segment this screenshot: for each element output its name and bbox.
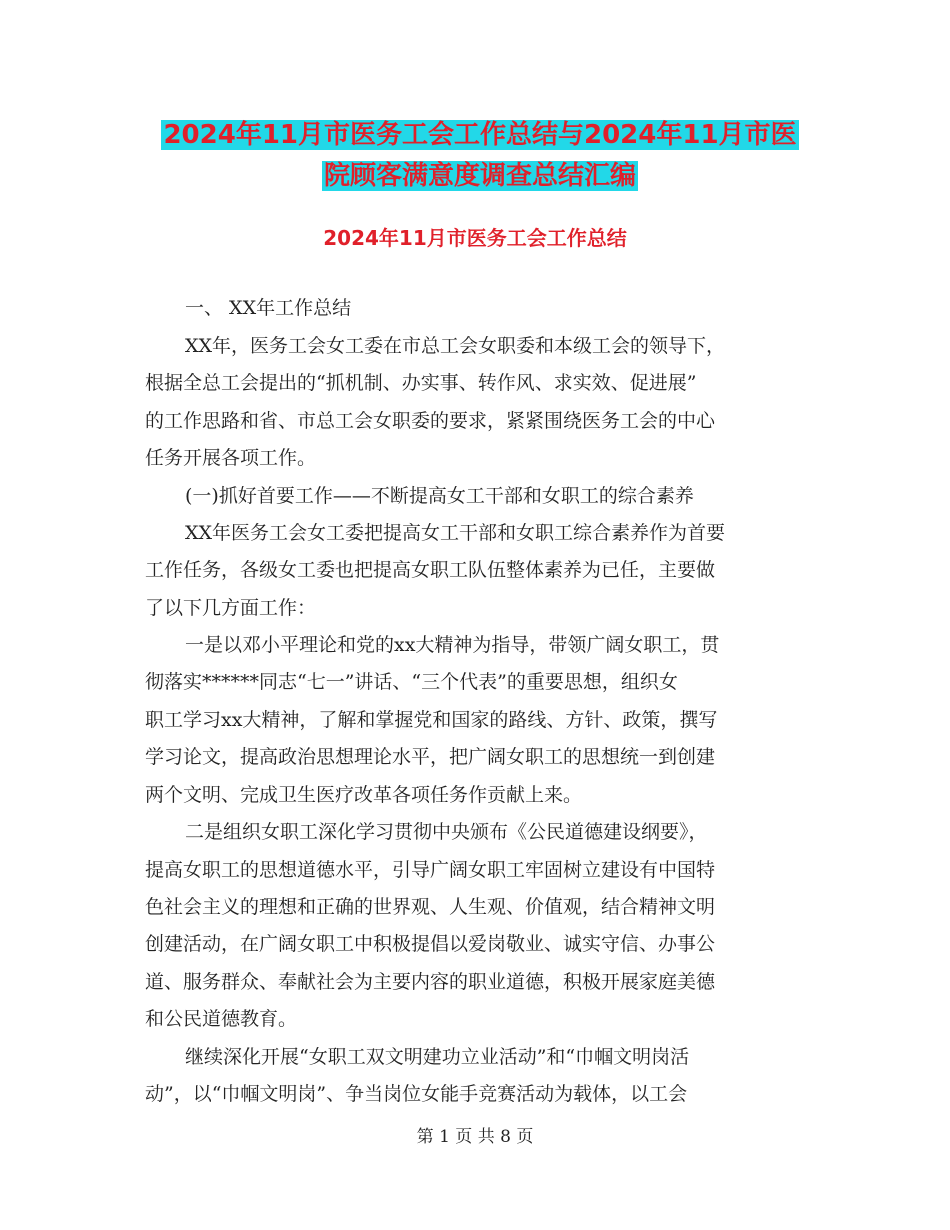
paragraph-line: 和公民道德教育。 xyxy=(145,1008,298,1030)
paragraph-line: XX年医务工会女工委把提高女工干部和女职工综合素养作为首要 xyxy=(185,522,726,544)
section-title: 2024年11月市医务工会工作总结 xyxy=(323,226,627,250)
document-title-line-2 xyxy=(130,153,830,199)
paragraph-line: 二是组织女职工深化学习贯彻中央颁布《公民道德建设纲要》， xyxy=(185,821,708,843)
document-title-line-2-text: 院顾客满意度调查总结汇编 xyxy=(323,161,636,191)
paragraph-line: 了以下几方面工作： xyxy=(145,597,317,619)
paragraph-line: 工作任务，各级女工委也把提高女职工队伍整体素养为已任，主要做 xyxy=(145,559,716,581)
paragraph-line: 继续深化开展“女职工双文明建功立业活动”和“巾帼文明岗活 xyxy=(185,1046,690,1068)
paragraph-line: 一、 XX年工作总结 xyxy=(185,297,352,319)
paragraph-line: 色社会主义的理想和正确的世界观、人生观、价值观，结合精神文明 xyxy=(145,896,716,918)
document-title-line-1 xyxy=(130,112,830,158)
paragraph-line: 职工学习xx大精神，了解和掌握党和国家的路线、方针、政策，撰写 xyxy=(145,709,718,731)
paragraph-line: (一)抓好首要工作——不断提高女工干部和女职工的综合素养 xyxy=(185,485,694,507)
document-title-line-1-text: 2024年11月市医务工会工作总结与2024年11月市医 xyxy=(163,120,797,150)
paragraph-line: 任务开展各项工作。 xyxy=(145,447,317,469)
paragraph-line: 一是以邓小平理论和党的xx大精神为指导，带领广阔女职工，贯 xyxy=(185,634,720,656)
paragraph-line: 动”，以“巾帼文明岗”、争当岗位女能手竞赛活动为载体，以工会 xyxy=(145,1083,688,1105)
paragraph-line: 提高女职工的思想道德水平，引导广阔女职工牢固树立建设有中国特 xyxy=(145,859,716,881)
paragraph-line: 道、服务群众、奉献社会为主要内容的职业道德，积极开展家庭美德 xyxy=(145,971,716,993)
paragraph-line: 的工作思路和省、市总工会女职委的要求，紧紧围绕医务工会的中心 xyxy=(145,410,716,432)
paragraph-line: 学习论文，提高政治思想理论水平，把广阔女职工的思想统一到创建 xyxy=(145,746,716,768)
paragraph-line: 根据全总工会提出的“抓机制、办实事、转作风、求实效、促进展” xyxy=(145,372,697,394)
paragraph-line: 两个文明、完成卫生医疗改革各项任务作贡献上来。 xyxy=(145,784,583,806)
paragraph-line: 彻落实******同志“七一”讲话、“三个代表”的重要思想，组织女 xyxy=(145,671,678,693)
page-footer: 第 1 页 共 8 页 xyxy=(416,1127,534,1147)
paragraph-line: XX年，医务工会女工委在市总工会女职委和本级工会的领导下， xyxy=(185,335,726,357)
paragraph-line: 创建活动，在广阔女职工中积极提倡以爱岗敬业、诚实守信、办事公 xyxy=(145,933,716,955)
